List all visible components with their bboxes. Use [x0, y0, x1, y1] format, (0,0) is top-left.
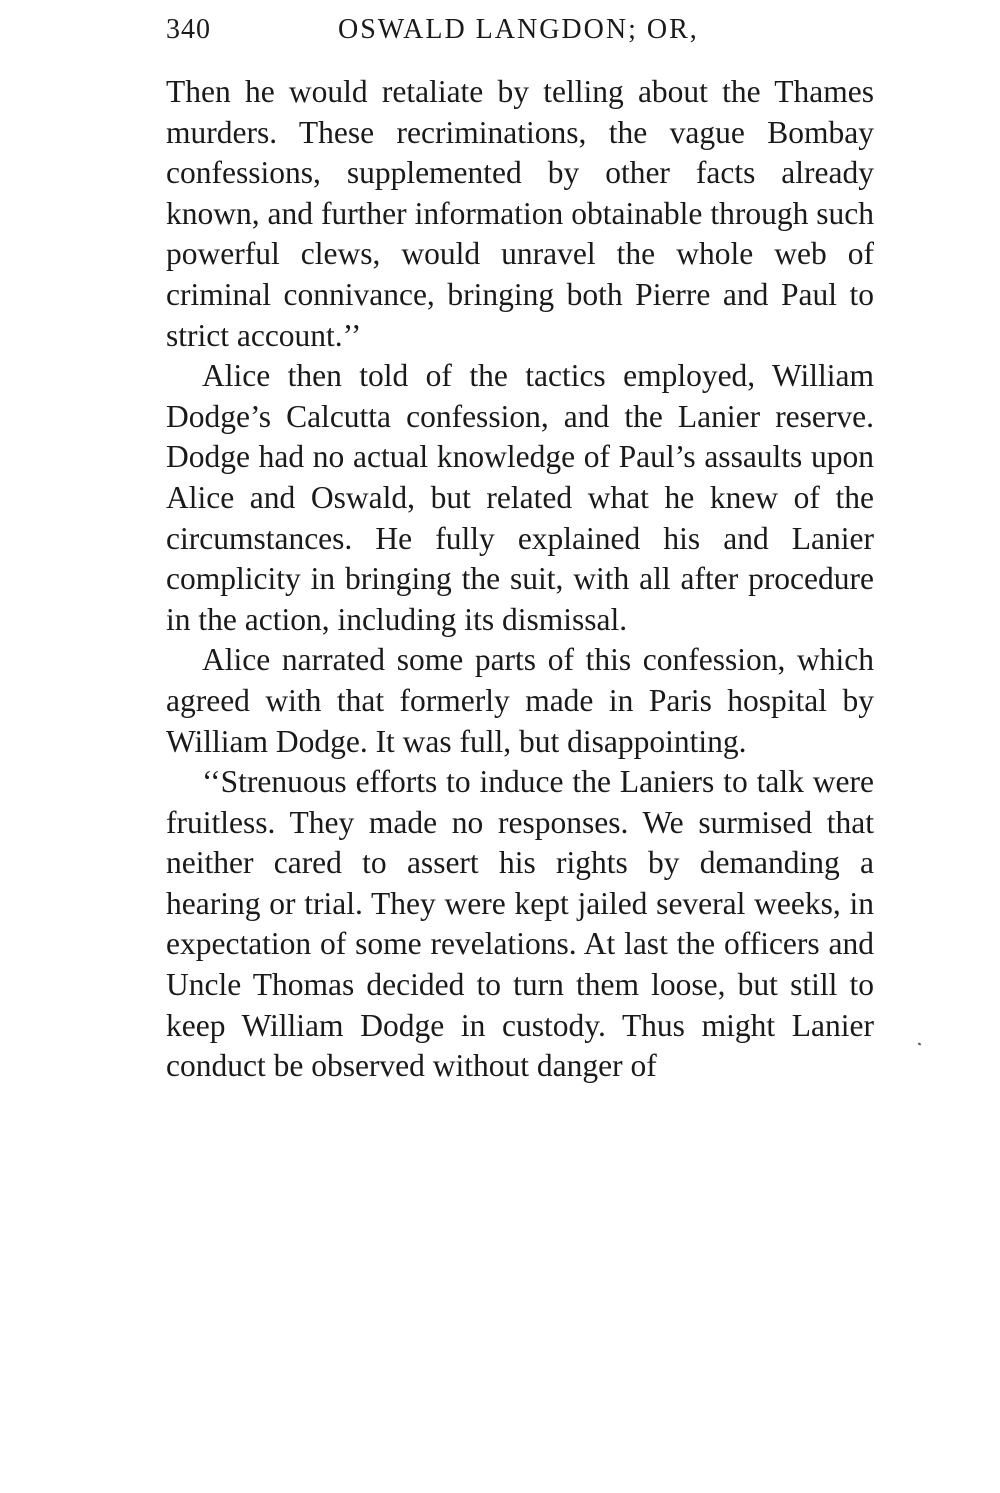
- paragraph: Alice narrated some parts of this confession, which agreed with that formerly made in Paris hospital by William Dodge. It was full, but disappointing.: [166, 642, 874, 759]
- running-title: OSWALD LANGDON; OR,: [338, 14, 699, 45]
- page-number: 340: [166, 14, 211, 45]
- paragraph-continued: Then he would retaliate by telling about the Thames murders. These recriminations, the vague Bombay confessions, supplemented by other facts already known, and further information obtainable through such powerful clews, would unravel the whole web of criminal connivance, bringing both Pierre and Paul to strict account.’’: [166, 74, 874, 353]
- body-text: [166, 72, 874, 1087]
- paragraph: ‘‘Strenuous efforts to induce the Laniers to talk were fruitless. They made no responses. We surmised that neither cared to assert his rights by demanding a hearing or trial. They were kept jailed several weeks, in expectation of some revelations. At last the officers and Uncle Thomas decided to turn them loose, but still to keep William Dodge in custody. Thus might Lanier conduct be observed without danger of: [166, 764, 874, 1084]
- running-head: [166, 14, 876, 54]
- paragraph: Alice then told of the tactics employed, William Dodge’s Calcutta confession, and the Lanier reserve. Dodge had no actual knowledge of Paul’s assaults upon Alice and Oswald, but related what he knew of the circumstances. He fully explained his and Lanier complicity in bringing the suit, with all after procedure in the action, including its dismissal.: [166, 358, 874, 637]
- paper-speck: [918, 1042, 922, 1045]
